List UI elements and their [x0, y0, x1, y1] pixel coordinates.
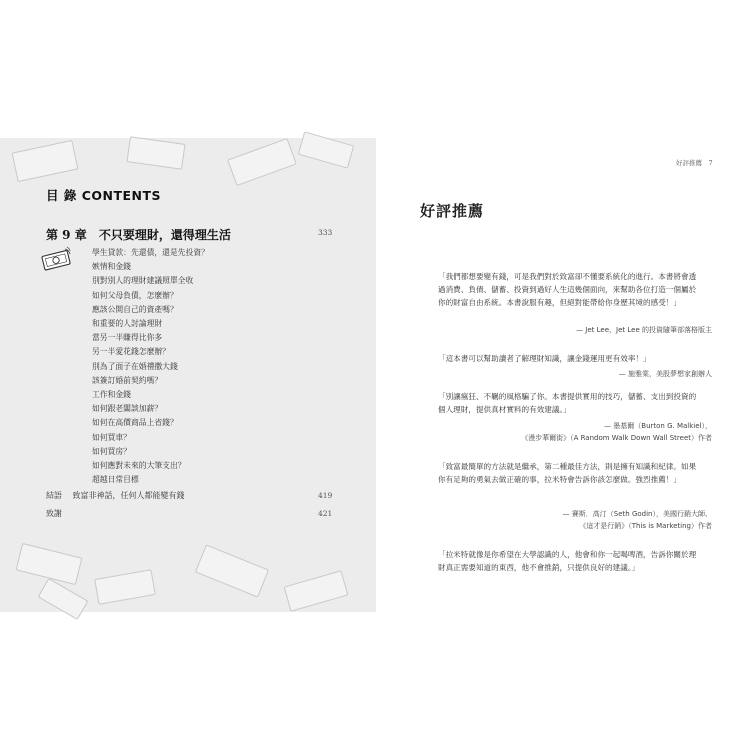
background-bill	[12, 140, 79, 182]
toc-item[interactable]: 如何買車？	[92, 432, 131, 442]
toc-item[interactable]: 工作和金錢	[92, 390, 131, 400]
chapter-heading[interactable]	[46, 226, 231, 243]
toc-item[interactable]: 應該公開自己的資產嗎？	[92, 304, 178, 314]
toc-title: 目 錄 CONTENTS	[46, 188, 162, 203]
toc-item[interactable]: 超越日常目標	[92, 475, 139, 485]
background-bill	[298, 131, 355, 168]
acknowledgments-page-number: 421	[318, 509, 333, 518]
background-bill	[195, 544, 269, 597]
epilogue-entry[interactable]	[46, 490, 185, 501]
praise-quote: 「這本書可以幫助讀者了解理財知識，讓金錢運用更有效率！」	[438, 354, 651, 363]
page-title: 好評推薦	[420, 202, 485, 220]
chapter-page-number: 333	[318, 228, 333, 237]
toc-item[interactable]: 嫉情和金錢	[92, 262, 131, 272]
toc-item[interactable]: 學生貸款：先還債，還是先投資？	[92, 248, 209, 257]
background-bill	[94, 569, 156, 605]
quote-attribution	[619, 368, 712, 380]
toc-item[interactable]: 如何應對未來的大筆支出？	[92, 461, 186, 471]
toc-item[interactable]: 如何跟老闆談加薪？	[92, 404, 163, 414]
chapter-title: 不只要理財，還得理生活	[98, 228, 231, 242]
toc-item[interactable]: 別對別人的理財建議照單全收	[92, 276, 194, 286]
toc-page	[0, 138, 376, 612]
attribution-line: 《漫步華爾街》（A Random Walk Down Wall Street）作者	[521, 434, 712, 442]
toc-item[interactable]: 當另一半賺得比你多	[92, 333, 163, 343]
attribution-line: — 墨基爾（Burton G. Malkiel），	[604, 422, 712, 430]
chapter-number: 第 9 章	[46, 228, 87, 242]
toc-item[interactable]: 如何在高價商品上省錢？	[92, 418, 178, 428]
toc-item[interactable]: 另一半愛花錢怎麼辦？	[92, 347, 170, 357]
praise-quote: 「別讓瘋狂、不羈的風格騙了你。本書提供實用的技巧，儲蓄、支出到投資的個人理財，提供真材實料的有效建議。」	[438, 392, 697, 414]
epilogue-title: 致富非神話，任何人都能變有錢	[72, 491, 185, 500]
toc-item[interactable]: 別為了面子在婚禮撒大錢	[92, 361, 178, 371]
acknowledgments-label: 致謝	[46, 509, 62, 518]
praise-quote: 「拉米特就像是你希望在大學認識的人，他會和你一起喝啤酒，告訴你關於理財真正需要知道的東西，他不會推銷，只提供良好的建議。」	[438, 550, 697, 572]
praise-page	[376, 138, 750, 612]
quote-attribution	[563, 508, 712, 532]
running-head: 好評推薦 7	[676, 159, 713, 167]
background-bill	[126, 136, 185, 170]
attribution-line: — 施雅棠，美股夢想家創辦人	[618, 370, 712, 378]
chapter-subsections	[92, 246, 209, 487]
epilogue-page-number: 419	[318, 491, 333, 500]
acknowledgments-entry[interactable]	[46, 508, 70, 519]
toc-item[interactable]: 該簽訂婚前契約嗎？	[92, 375, 163, 385]
praise-quote: 「我們都想要變有錢，可是我們對於致富卻不懂要系統化的進行。本書將會透過消費、負債、儲蓄、投資到過好人生這幾個面向，來幫助各位打造一個屬於你的財富自由系統。本書說服有趣，但絕對能帶給你身歷其境的感受！」	[438, 272, 697, 307]
toc-item[interactable]: 和重要的人討論理財	[92, 319, 163, 329]
money-bill-icon	[40, 246, 74, 274]
attribution-line: — 賽斯．高汀（Seth Godin），美國行銷大師、	[562, 510, 712, 518]
praise-quote: 「致富最簡單的方法就是繼承，第二種最佳方法，則是擁有知識和紀律。如果你有足夠的勇氣去做正確的事，拉米特會告訴你該怎麼做。強烈推薦！」	[438, 462, 697, 484]
attribution-line: 《這才是行銷》（This is Marketing）作者	[579, 522, 712, 530]
background-bill	[284, 570, 349, 612]
quote-attribution	[576, 324, 712, 336]
background-bill	[38, 578, 89, 620]
attribution-line: — Jet Lee，Jet Lee 的投資隨筆部落格版主	[576, 326, 712, 334]
toc-item[interactable]: 如何父母負債，怎麼辦？	[92, 290, 178, 300]
background-bill	[227, 138, 297, 186]
toc-item[interactable]: 如何買房？	[92, 446, 131, 456]
quote-attribution	[521, 420, 712, 444]
epilogue-label: 結語	[46, 491, 62, 500]
